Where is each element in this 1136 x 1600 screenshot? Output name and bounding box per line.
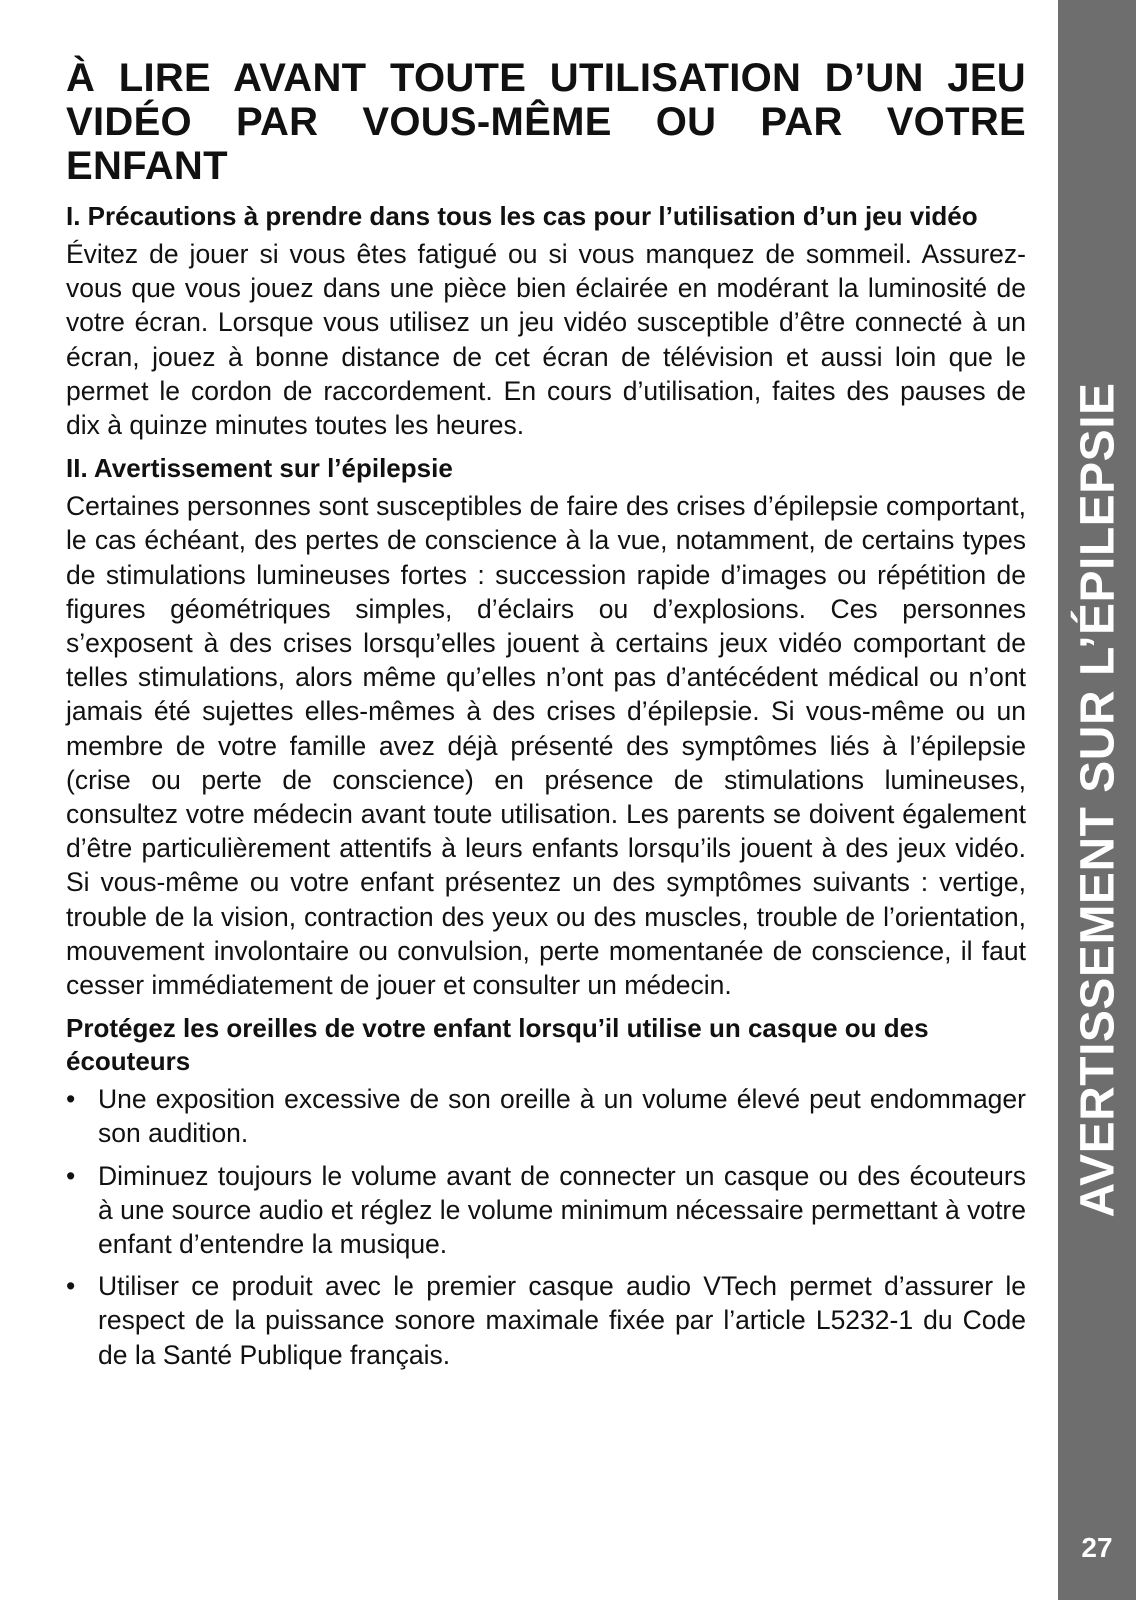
section-1-heading: I. Précautions à prendre dans tous les cas pour l’utilisation d’un jeu vidéo (66, 201, 978, 231)
page-content (66, 56, 1026, 1380)
list-item (66, 1082, 1026, 1150)
bullet-text: Diminuez toujours le volume avant de connecter un casque ou des écouteurs à une source audio et réglez le volume minimum nécessaire permettant à votre enfant d’entendre la musique. (98, 1160, 1026, 1260)
bullet-icon: • (66, 1271, 76, 1302)
section-1-body: Évitez de jouer si vous êtes fatigué ou si vous manquez de sommeil. Assurez-vous que vous jouez dans une pièce bien éclairée en modérant la luminosité de votre écran. Lorsque vous utilisez un jeu vidéo susceptible d’être connecté à un écran, jouez à bonne distance de cet écran de télévision et aussi loin que le permet le cordon de raccordement. En cours d’utilisation, faites des pauses de dix à quinze minutes toutes les heures. (66, 239, 1026, 441)
bullet-text: Une exposition excessive de son oreille à un volume élevé peut endommager son audition. (98, 1084, 1026, 1149)
page-title: À LIRE AVANT TOUTE UTILISATION D’UN JEU VIDÉO PAR VOUS-MÊME OU PAR VOTRE ENFANT (66, 56, 1026, 188)
bullet-icon: • (66, 1084, 76, 1115)
bullet-text: Utiliser ce produit avec le premier casque audio VTech permet d’assurer le respect de la puissance sonore maximale fixée par l’article L5232-1 du Code de la Santé Publique français. (98, 1271, 1026, 1370)
section-2-heading: II. Avertissement sur l’épilepsie (66, 453, 453, 484)
ears-heading: Protégez les oreilles de votre enfant lorsqu’il utilise un casque ou des écouteurs (66, 1013, 929, 1077)
section-2-body: Certaines personnes sont susceptibles de faire des crises d’épilepsie comportant, le cas échéant, des pertes de conscience à la vue, notamment, de certains types de stimulations lumineuses fortes : succession rapide d’images ou répétition de figures géométriques simples, d’éclairs ou d’explosions. Ces personnes s’exposent à des crises lorsqu’elles jouent à certains jeux vidéo comportant de telles stimulations, alors même qu’elles n’ont pas d’antécédent médical ou n’ont jamais été sujettes elles-mêmes à des crises d’épilepsie. Si vous-même ou un membre de votre famille avez déjà présenté des symptômes liés à l’épilepsie (crise ou perte de conscience) en présence de stimulations lumineuses, consultez votre médecin avant toute utilisation. Les parents se doivent également d’être particulièrement attentifs à leurs enfants lorsqu’ils jouent à des jeux vidéo. Si vous-même ou votre enfant présentez un des symptômes suivants : vertige, trouble de la vision, contraction des yeux ou des muscles, trouble de l’orientation, mouvement involontaire ou convulsion, perte momentanée de conscience, il faut cesser immédiatement de jouer et consulter un médecin. (66, 491, 1026, 1001)
list-item (66, 1269, 1026, 1372)
page-number: 27 (1081, 1532, 1113, 1563)
ears-bullet-list (66, 1082, 1026, 1372)
list-item (66, 1159, 1026, 1262)
bullet-icon: • (66, 1160, 76, 1191)
side-tab-title: AVERTISSEMENT SUR L’ÉPILEPSIE (1071, 382, 1125, 1218)
side-tab (1058, 0, 1136, 1600)
